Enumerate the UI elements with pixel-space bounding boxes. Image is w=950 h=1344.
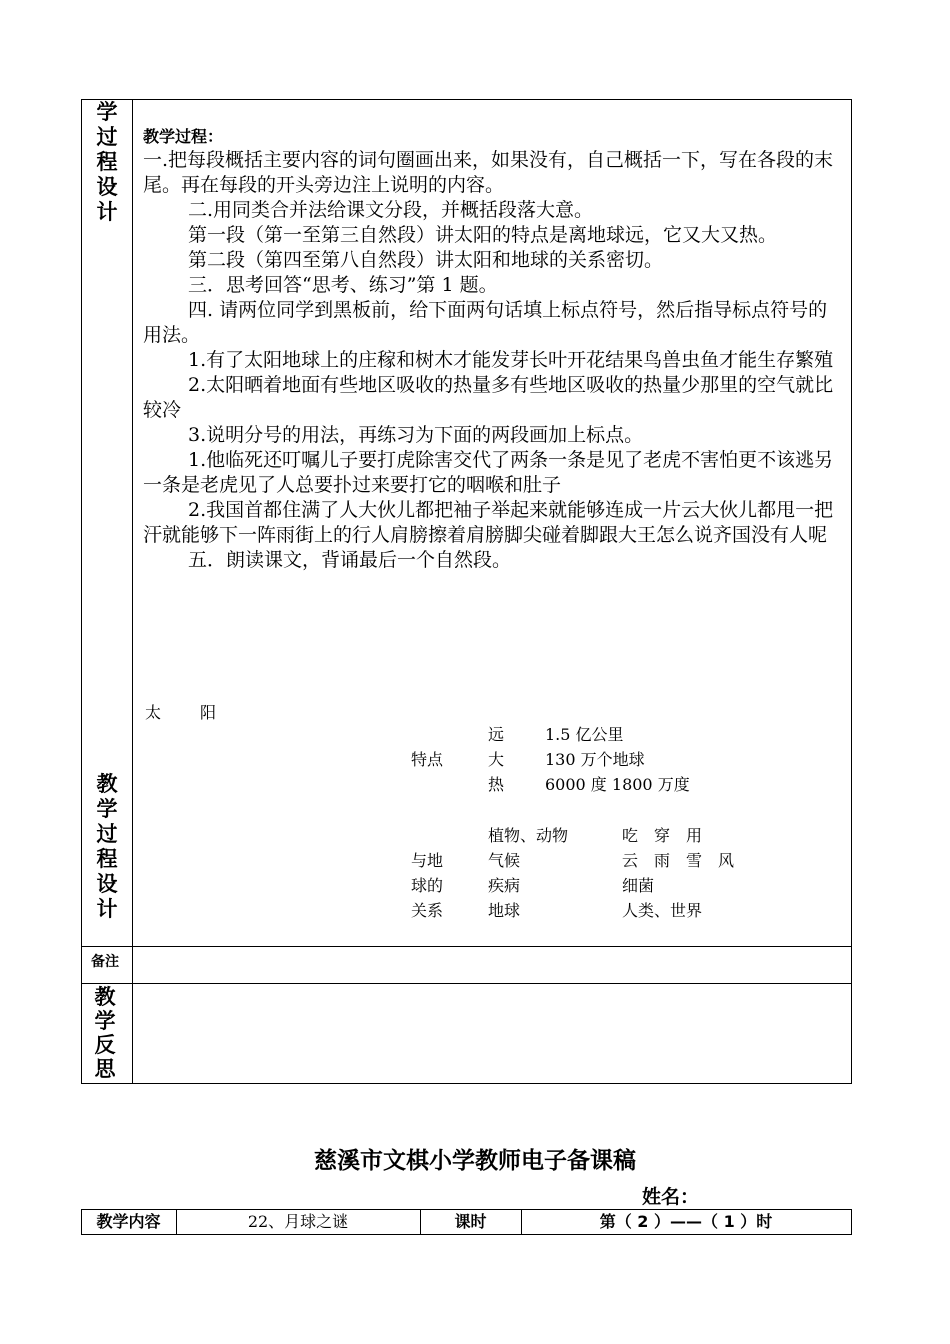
feature-key: 热 bbox=[488, 775, 505, 794]
reflection-label: 教 学 反 思 bbox=[94, 985, 116, 1081]
remarks-label: 备注 bbox=[91, 954, 119, 970]
paragraph: 2.我国首都住满了人大伙儿都把袖子举起来就能够连成一片云大伙儿都甩一把汗就能够下一阵雨街上的行人肩膀擦着肩膀脚尖碰着脚跟大王怎么说齐国没有人呢 bbox=[143, 499, 834, 546]
header-cell-border bbox=[851, 1209, 852, 1235]
side-label-top: 学 过 程 设 计 bbox=[96, 100, 118, 224]
feature-key: 大 bbox=[488, 750, 505, 769]
relation-right: 吃 穿 用 bbox=[622, 826, 703, 845]
table-column-divider bbox=[132, 99, 133, 1084]
feature-value: 6000 度 1800 万度 bbox=[545, 775, 690, 794]
name-label: 姓名： bbox=[642, 1186, 700, 1208]
paragraph: 一.把每段概括主要内容的词句圈画出来，如果没有，自己概括一下，写在各段的末尾。再在每段的开头旁边注上说明的内容。 bbox=[143, 149, 834, 196]
relation-right: 云 雨 雪 风 bbox=[622, 851, 735, 870]
feature-label: 特点 bbox=[411, 750, 444, 769]
table-bottom-border bbox=[81, 1083, 852, 1084]
relation-left: 气候 bbox=[488, 851, 521, 870]
remarks-bottom-border bbox=[81, 983, 852, 984]
table-right-border bbox=[851, 99, 852, 1084]
page-title: 慈溪市文棋小学教师电子备课稿 bbox=[314, 1148, 636, 1174]
paragraph: 1.他临死还叮嘱儿子要打虎除害交代了两条一条是见了老虎不害怕更不该逃另一条是老虎见了人总要扑过来要打它的咽喉和肚子 bbox=[143, 449, 834, 496]
relation-left: 疾病 bbox=[488, 876, 521, 895]
paragraph: 第二段（第四至第八自然段）讲太阳和地球的关系密切。 bbox=[188, 249, 664, 271]
table-left-border bbox=[81, 99, 82, 1084]
relation-left: 植物、动物 bbox=[488, 826, 569, 845]
paragraph: 三．思考回答“思考、练习”第 1 题。 bbox=[188, 274, 498, 296]
paragraph: 四. 请两位同学到黑板前，给下面两句话填上标点符号，然后指导标点符号的用法。 bbox=[143, 299, 828, 346]
relation-label-line: 与地 bbox=[411, 851, 444, 870]
relation-right: 人类、世界 bbox=[622, 901, 703, 920]
paragraph: 五．朗读课文，背诵最后一个自然段。 bbox=[188, 549, 512, 571]
period-value: 第（ 2 ）——（ 1 ）时 bbox=[599, 1212, 773, 1231]
period-label: 课时 bbox=[454, 1212, 487, 1231]
content-value: 22、月球之谜 bbox=[247, 1212, 349, 1231]
relation-left: 地球 bbox=[488, 901, 521, 920]
feature-value: 1.5 亿公里 bbox=[545, 725, 624, 744]
relation-label-line: 球的 bbox=[411, 876, 444, 895]
table-top-border bbox=[81, 99, 852, 100]
paragraph: 第一段（第一至第三自然段）讲太阳的特点是离地球远，它又大又热。 bbox=[188, 224, 778, 246]
paragraph: 1.有了太阳地球上的庄稼和树木才能发芽长叶开花结果鸟兽虫鱼才能生存繁殖 bbox=[188, 349, 834, 371]
side-label-bottom: 教 学 过 程 设 计 bbox=[96, 772, 118, 921]
relation-right: 细菌 bbox=[622, 876, 655, 895]
board-title-right: 阳 bbox=[200, 703, 217, 722]
header-row-bottom bbox=[81, 1234, 852, 1235]
feature-key: 远 bbox=[488, 725, 505, 744]
paragraph: 3.说明分号的用法，再练习为下面的两段画加上标点。 bbox=[188, 424, 644, 446]
process-heading: 教学过程： bbox=[143, 127, 224, 146]
relation-label-line: 关系 bbox=[411, 901, 444, 920]
feature-value: 130 万个地球 bbox=[545, 750, 645, 769]
board-title-left: 太 bbox=[145, 703, 162, 722]
remarks-top-border bbox=[81, 946, 852, 947]
header-row-top bbox=[81, 1209, 852, 1210]
process-body bbox=[143, 148, 843, 573]
content-label: 教学内容 bbox=[96, 1212, 161, 1231]
paragraph: 2.太阳晒着地面有些地区吸收的热量多有些地区吸收的热量少那里的空气就比较冷 bbox=[143, 374, 834, 421]
paragraph: 二.用同类合并法给课文分段，并概括段落大意。 bbox=[188, 199, 594, 221]
